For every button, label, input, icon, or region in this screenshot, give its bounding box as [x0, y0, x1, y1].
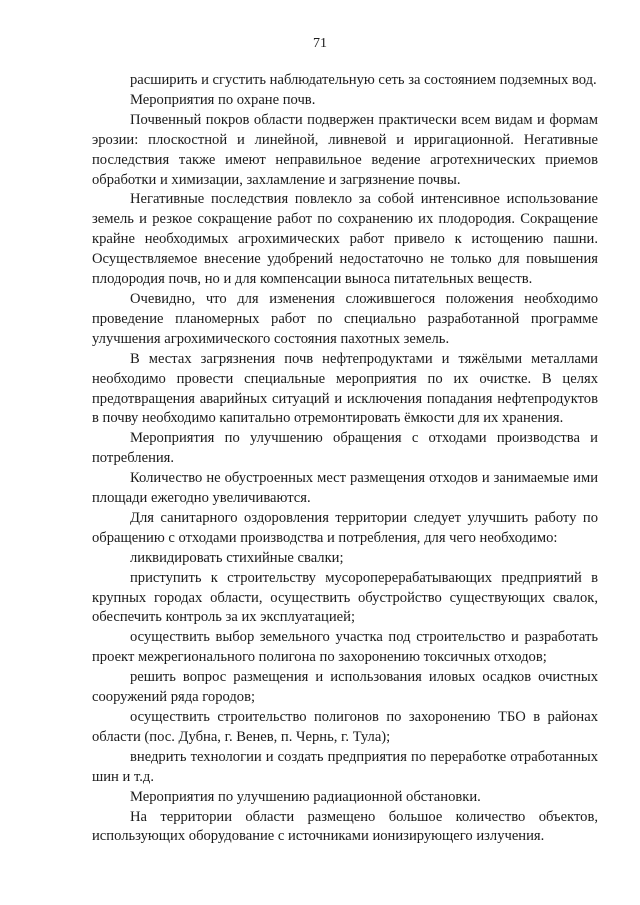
paragraph-soil-erosion: Почвенный покров области подвержен практически всем видам и формам эрозии: плоскостной и линейной, ливневой и ирригационной. Негативные последствия также имеют неправильное ведение агротехнических приемов обработки и химизации, захламление и загрязнение почвы.	[92, 111, 598, 188]
heading-waste-management: Мероприятия по улучшению обращения с отходами производства и потребления.	[92, 430, 598, 467]
heading-radiation: Мероприятия по улучшению радиационной обстановки.	[130, 788, 481, 805]
paragraph-land-use: Негативные последствия повлекло за собой интенсивное использование земель и резкое сокращение работ по сохранению их плодородия. Сокращение крайне необходимых агрохимических работ привело к истощению пашни. Осуществляемое внесение удобрений недостаточно не только для повышения плодородия почв, но и для компенсации выноса питательных веществ.	[92, 191, 598, 288]
paragraph-waste-sites: Количество не обустроенных мест размещения отходов и занимаемые ими площади ежегодно увеличиваются.	[92, 470, 598, 507]
paragraph-sanitary-measures: Для санитарного оздоровления территории следует улучшить работу по обращению с отходами производства и потребления, для чего необходимо:	[92, 509, 598, 546]
heading-soil-protection: Мероприятия по охране почв.	[130, 91, 316, 108]
page-number: 71	[313, 36, 327, 51]
list-item-tire-recycling: внедрить технологии и создать предприятия по переработке отработанных шин и т.д.	[92, 748, 598, 785]
paragraph-radiation-sources: На территории области размещено большое количество объектов, использующих оборудование с источниками ионизирующего излучения.	[92, 808, 598, 845]
paragraph-agrochemical-program: Очевидно, что для изменения сложившегося положения необходимо проведение планомерных работ по специально разработанной программе улучшения агрохимического состояния пахотных земель.	[92, 290, 598, 347]
paragraph-soil-contamination: В местах загрязнения почв нефтепродуктами и тяжёлыми металлами необходимо провести специальные мероприятия по их очистке. В целях предотвращения аварийных ситуаций и исключения попадания нефтепродуктов в почву необходимо капитально отремонтировать ёмкости для их хранения.	[92, 350, 598, 427]
list-item-recycling-plants: приступить к строительству мусороперерабатывающих предприятий в крупных городах области, осуществить обустройство существующих свалок, обеспечить контроль за их эксплуатацией;	[92, 569, 598, 626]
list-item-dumps: ликвидировать стихийные свалки;	[130, 549, 344, 566]
paragraph-groundwater-network: расширить и сгустить наблюдательную сеть за состоянием подземных вод.	[130, 72, 597, 88]
list-item-toxic-landfill: осуществить выбор земельного участка под строительство и разработать проект межрегионального полигона по захоронению токсичных отходов;	[92, 629, 598, 666]
list-item-solid-waste-landfills: осуществить строительство полигонов по захоронению ТБО в районах области (пос. Дубна, г. Венев, п. Чернь, г. Тула);	[92, 709, 598, 745]
list-item-sludge: решить вопрос размещения и использования иловых осадков очистных сооружений ряда городов;	[92, 669, 598, 706]
page-body	[92, 71, 598, 847]
